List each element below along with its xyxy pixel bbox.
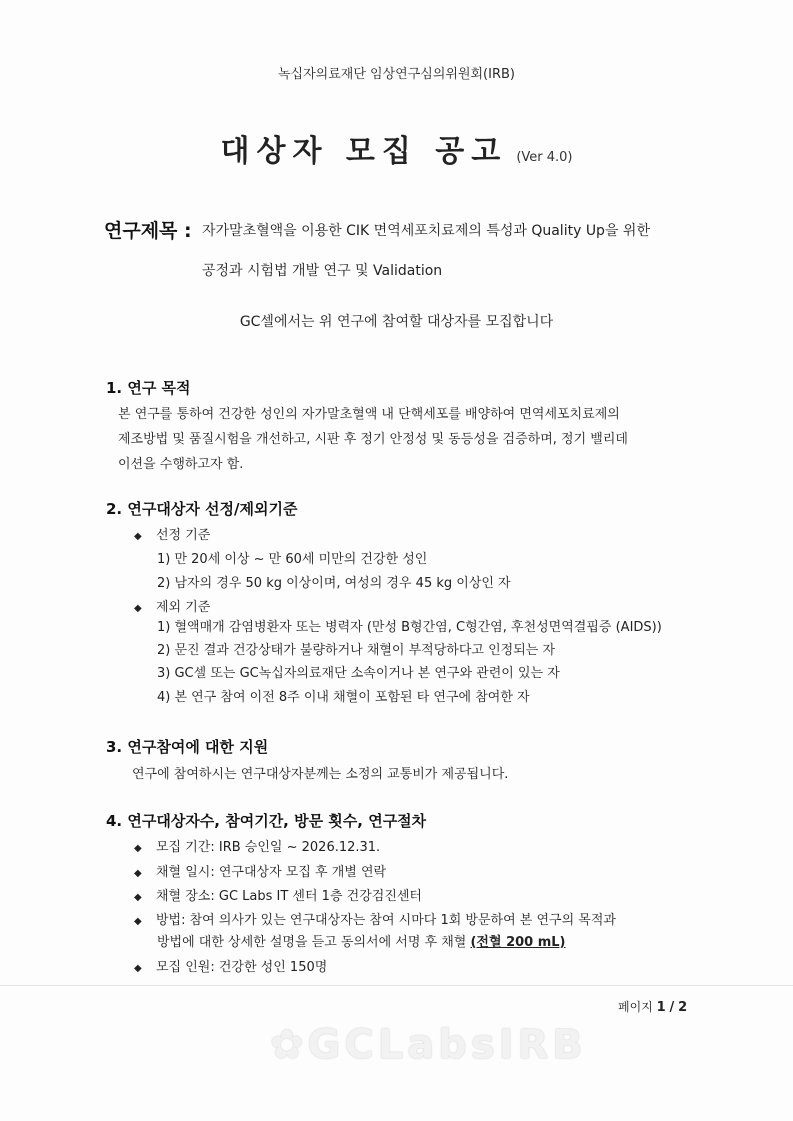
watermark-logo — [270, 1022, 587, 1068]
bullet-text: 방법에 대한 상세한 설명을 듣고 동의서에 서명 후 채혈 — [157, 935, 467, 950]
criteria-item: 1) 혈액매개 감염병환자 또는 병력자 (만성 B형간염, C형간염, 후천성면역결핍증 (AIDS)) — [157, 620, 662, 635]
diamond-bullet-icon: ◆ — [134, 531, 142, 542]
footer-divider — [0, 985, 793, 986]
recruit-notice: GC셀에서는 위 연구에 참여할 대상자를 모집합니다 — [239, 314, 554, 330]
procedure-bullet — [134, 861, 386, 880]
criteria-item: 1) 만 20세 이상 ~ 만 60세 미만의 건강한 성인 — [157, 552, 428, 567]
section-heading-criteria: 2. 연구대상자 선정/제외기준 — [106, 500, 298, 518]
bullet-text: 채혈 일시: 연구대상자 모집 후 개별 연락 — [156, 865, 387, 880]
criteria-item: 3) GC셀 또는 GC녹십자의료재단 소속이거나 본 연구와 관련이 있는 자 — [157, 666, 560, 681]
bullet-inclusion — [134, 524, 210, 543]
diamond-bullet-icon: ◆ — [134, 892, 142, 903]
bullet-text: 모집 기간: IRB 승인일 ~ 2026.12.31. — [156, 840, 381, 855]
criteria-item: 2) 문진 결과 건강상태가 불량하거나 채혈이 부적당하다고 인정되는 자 — [157, 643, 556, 658]
page-indicator — [618, 998, 687, 1015]
page-current: 1 — [656, 1000, 666, 1015]
procedure-bullet — [134, 885, 422, 904]
bullet-text: 방법: 참여 의사가 있는 연구대상자는 참여 시마다 1회 방문하여 본 연구의 목적과 — [156, 913, 616, 928]
section-heading-purpose: 1. 연구 목적 — [106, 379, 191, 397]
section-heading-support: 3. 연구참여에 대한 지원 — [106, 738, 269, 756]
support-line: 연구에 참여하시는 연구대상자분께는 소정의 교통비가 제공됩니다. — [132, 767, 509, 782]
purpose-line: 본 연구를 통하여 건강한 성인의 자가말초혈액 내 단핵세포를 배양하여 면역세포치료제의 — [118, 407, 620, 422]
criteria-item: 4) 본 연구 참여 이전 8주 이내 채혈이 포함된 타 연구에 참여한 자 — [157, 690, 530, 705]
diamond-bullet-icon: ◆ — [134, 963, 142, 974]
version-label: (Ver 4.0) — [516, 150, 573, 165]
study-title-line2: 공정과 시험법 개발 연구 및 Validation — [202, 263, 443, 279]
study-title-line1: 자가말초혈액을 이용한 CIK 면역세포치료제의 특성과 Quality Up을 위한 — [202, 223, 650, 239]
bullet-text: 모집 인원: 건강한 성인 150명 — [156, 960, 328, 975]
bullet-text: 채혈 장소: GC Labs IT 센터 1층 건강검진센터 — [156, 889, 422, 904]
purpose-line: 제조방법 및 품질시험을 개선하고, 시판 후 정기 안정성 및 동등성을 검증하며, 정기 밸리데 — [118, 432, 628, 447]
criteria-item: 2) 남자의 경우 50 kg 이상이며, 여성의 경우 45 kg 이상인 자 — [157, 576, 511, 591]
title-block — [0, 126, 793, 170]
watermark-icon: ✿ — [270, 1022, 308, 1068]
diamond-bullet-icon: ◆ — [134, 916, 142, 927]
page-total: 2 — [678, 1000, 688, 1015]
procedure-bullet — [134, 909, 616, 928]
page-separator: / — [669, 1000, 675, 1015]
section-heading-procedure: 4. 연구대상자수, 참여기간, 방문 횟수, 연구절차 — [106, 812, 427, 830]
watermark-text: GCLabsIRB — [307, 1022, 587, 1068]
page-title: 대상자 모집 공고 — [220, 134, 508, 169]
bullet-label: 제외 기준 — [156, 600, 211, 615]
organization-name: 녹십자의료재단 임상연구심의위원회(IRB) — [278, 67, 515, 82]
diamond-bullet-icon: ◆ — [134, 843, 142, 854]
blood-volume-note: (전혈 200 mL) — [470, 935, 566, 950]
bullet-label: 선정 기준 — [156, 528, 211, 543]
purpose-line: 이션을 수행하고자 함. — [118, 457, 244, 472]
procedure-continuation — [157, 931, 566, 950]
page-label: 페이지 — [618, 1000, 653, 1014]
procedure-bullet — [134, 956, 327, 975]
bullet-exclusion — [134, 596, 210, 615]
diamond-bullet-icon: ◆ — [134, 603, 142, 614]
procedure-bullet — [134, 836, 380, 855]
diamond-bullet-icon: ◆ — [134, 868, 142, 879]
study-title-label: 연구제목 : — [104, 220, 192, 242]
